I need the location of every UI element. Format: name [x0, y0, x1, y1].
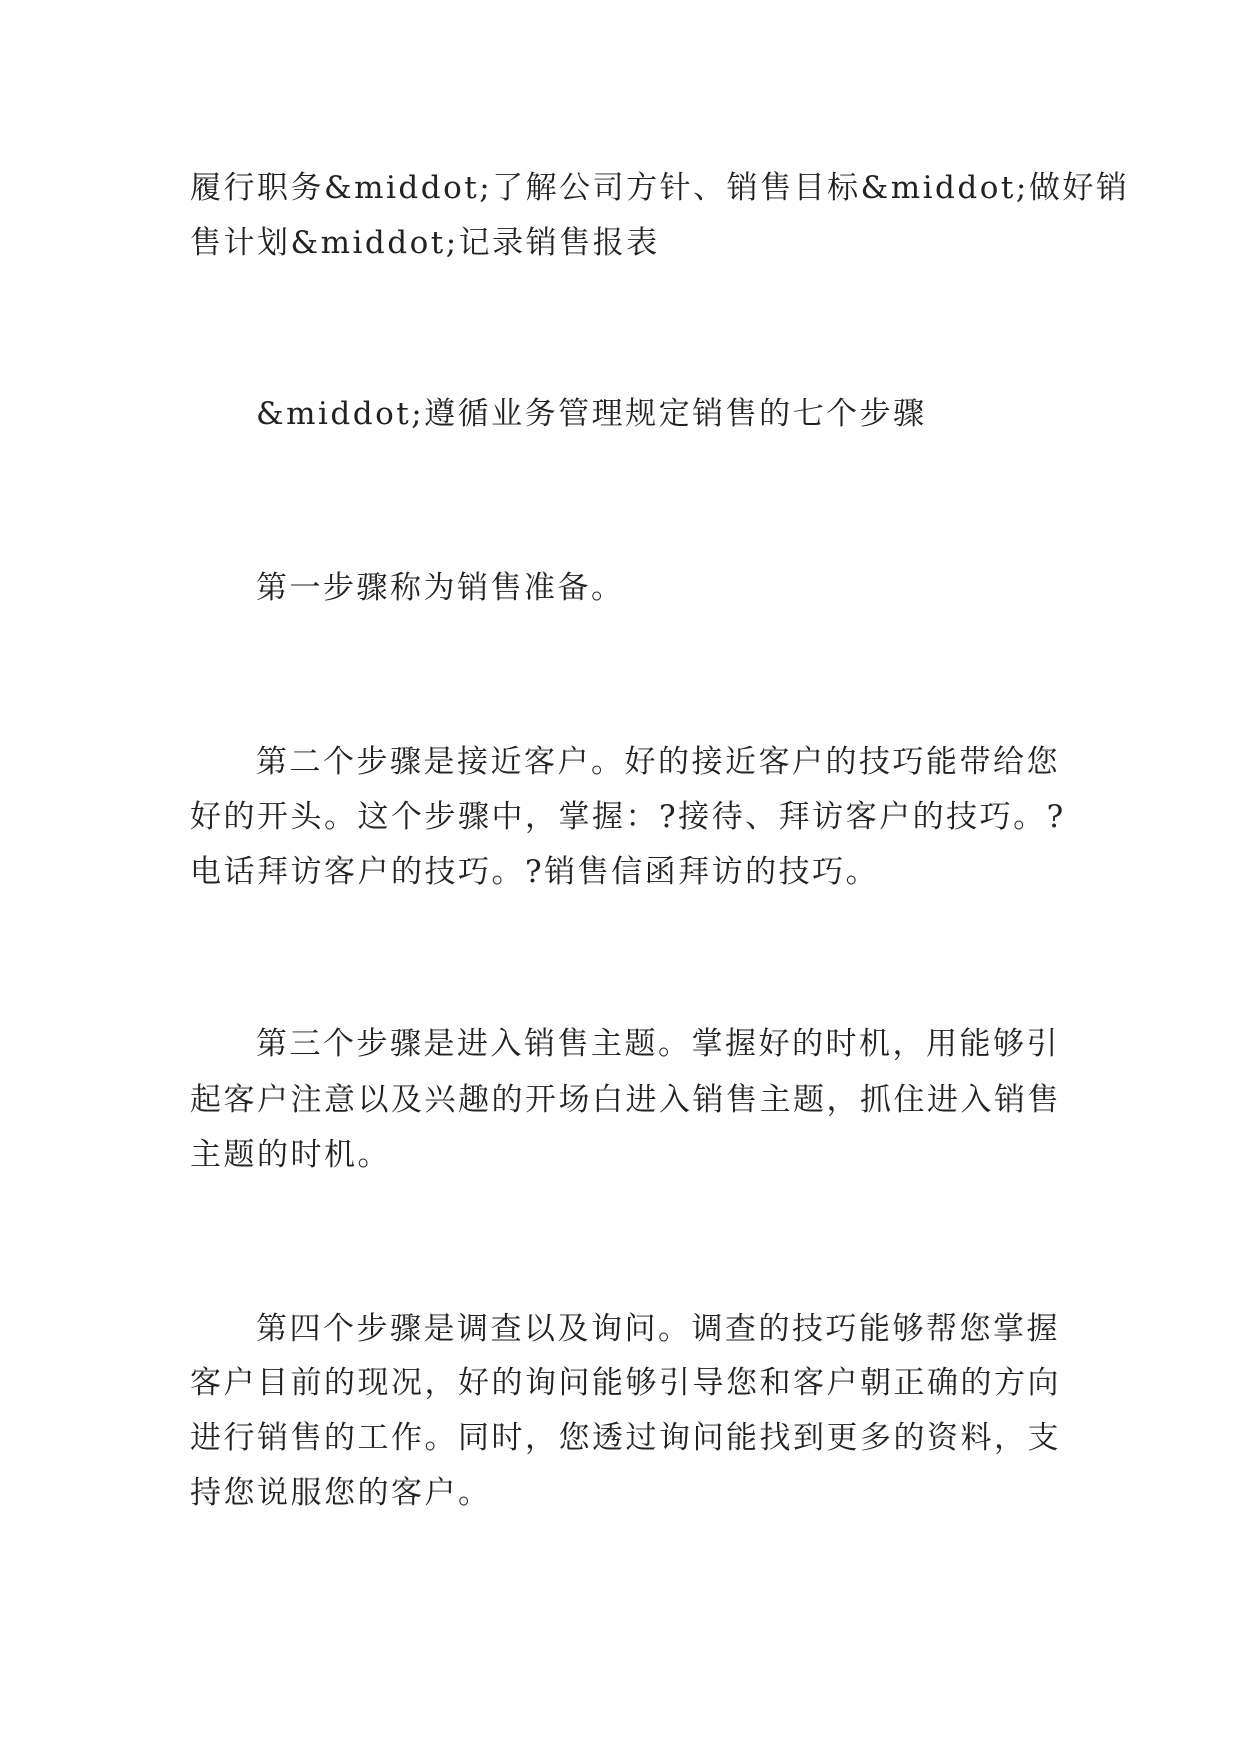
- paragraph-line: 好的开头。这个步骤中，掌握：?接待、拜访客户的技巧。?: [190, 799, 1066, 835]
- paragraph-line: 第二个步骤是接近客户。好的接近客户的技巧能带给您: [256, 744, 1060, 780]
- paragraph-line: &middot;遵循业务管理规定销售的七个步骤: [256, 396, 927, 432]
- paragraph-line: 履行职务&middot;了解公司方针、销售目标&middot;做好销: [190, 170, 1130, 206]
- paragraph-line: 第三个步骤是进入销售主题。掌握好的时机，用能够引: [256, 1026, 1060, 1062]
- paragraph-line: 客户目前的现况，好的询问能够引导您和客户朝正确的方向: [190, 1365, 1061, 1401]
- paragraph-line: 电话拜访客户的技巧。?销售信函拜访的技巧。: [190, 854, 880, 890]
- paragraph-line: 主题的时机。: [190, 1137, 391, 1173]
- paragraph-line: 售计划&middot;记录销售报表: [190, 225, 660, 261]
- paragraph-line: 第一步骤称为销售准备。: [256, 570, 625, 606]
- paragraph-line: 起客户注意以及兴趣的开场白进入销售主题，抓住进入销售: [190, 1082, 1061, 1118]
- paragraph-line: 持您说服您的客户。: [190, 1475, 492, 1511]
- paragraph-line: 进行销售的工作。同时，您透过询问能找到更多的资料，支: [190, 1420, 1061, 1456]
- paragraph-line: 第四个步骤是调查以及询问。调查的技巧能够帮您掌握: [256, 1311, 1060, 1347]
